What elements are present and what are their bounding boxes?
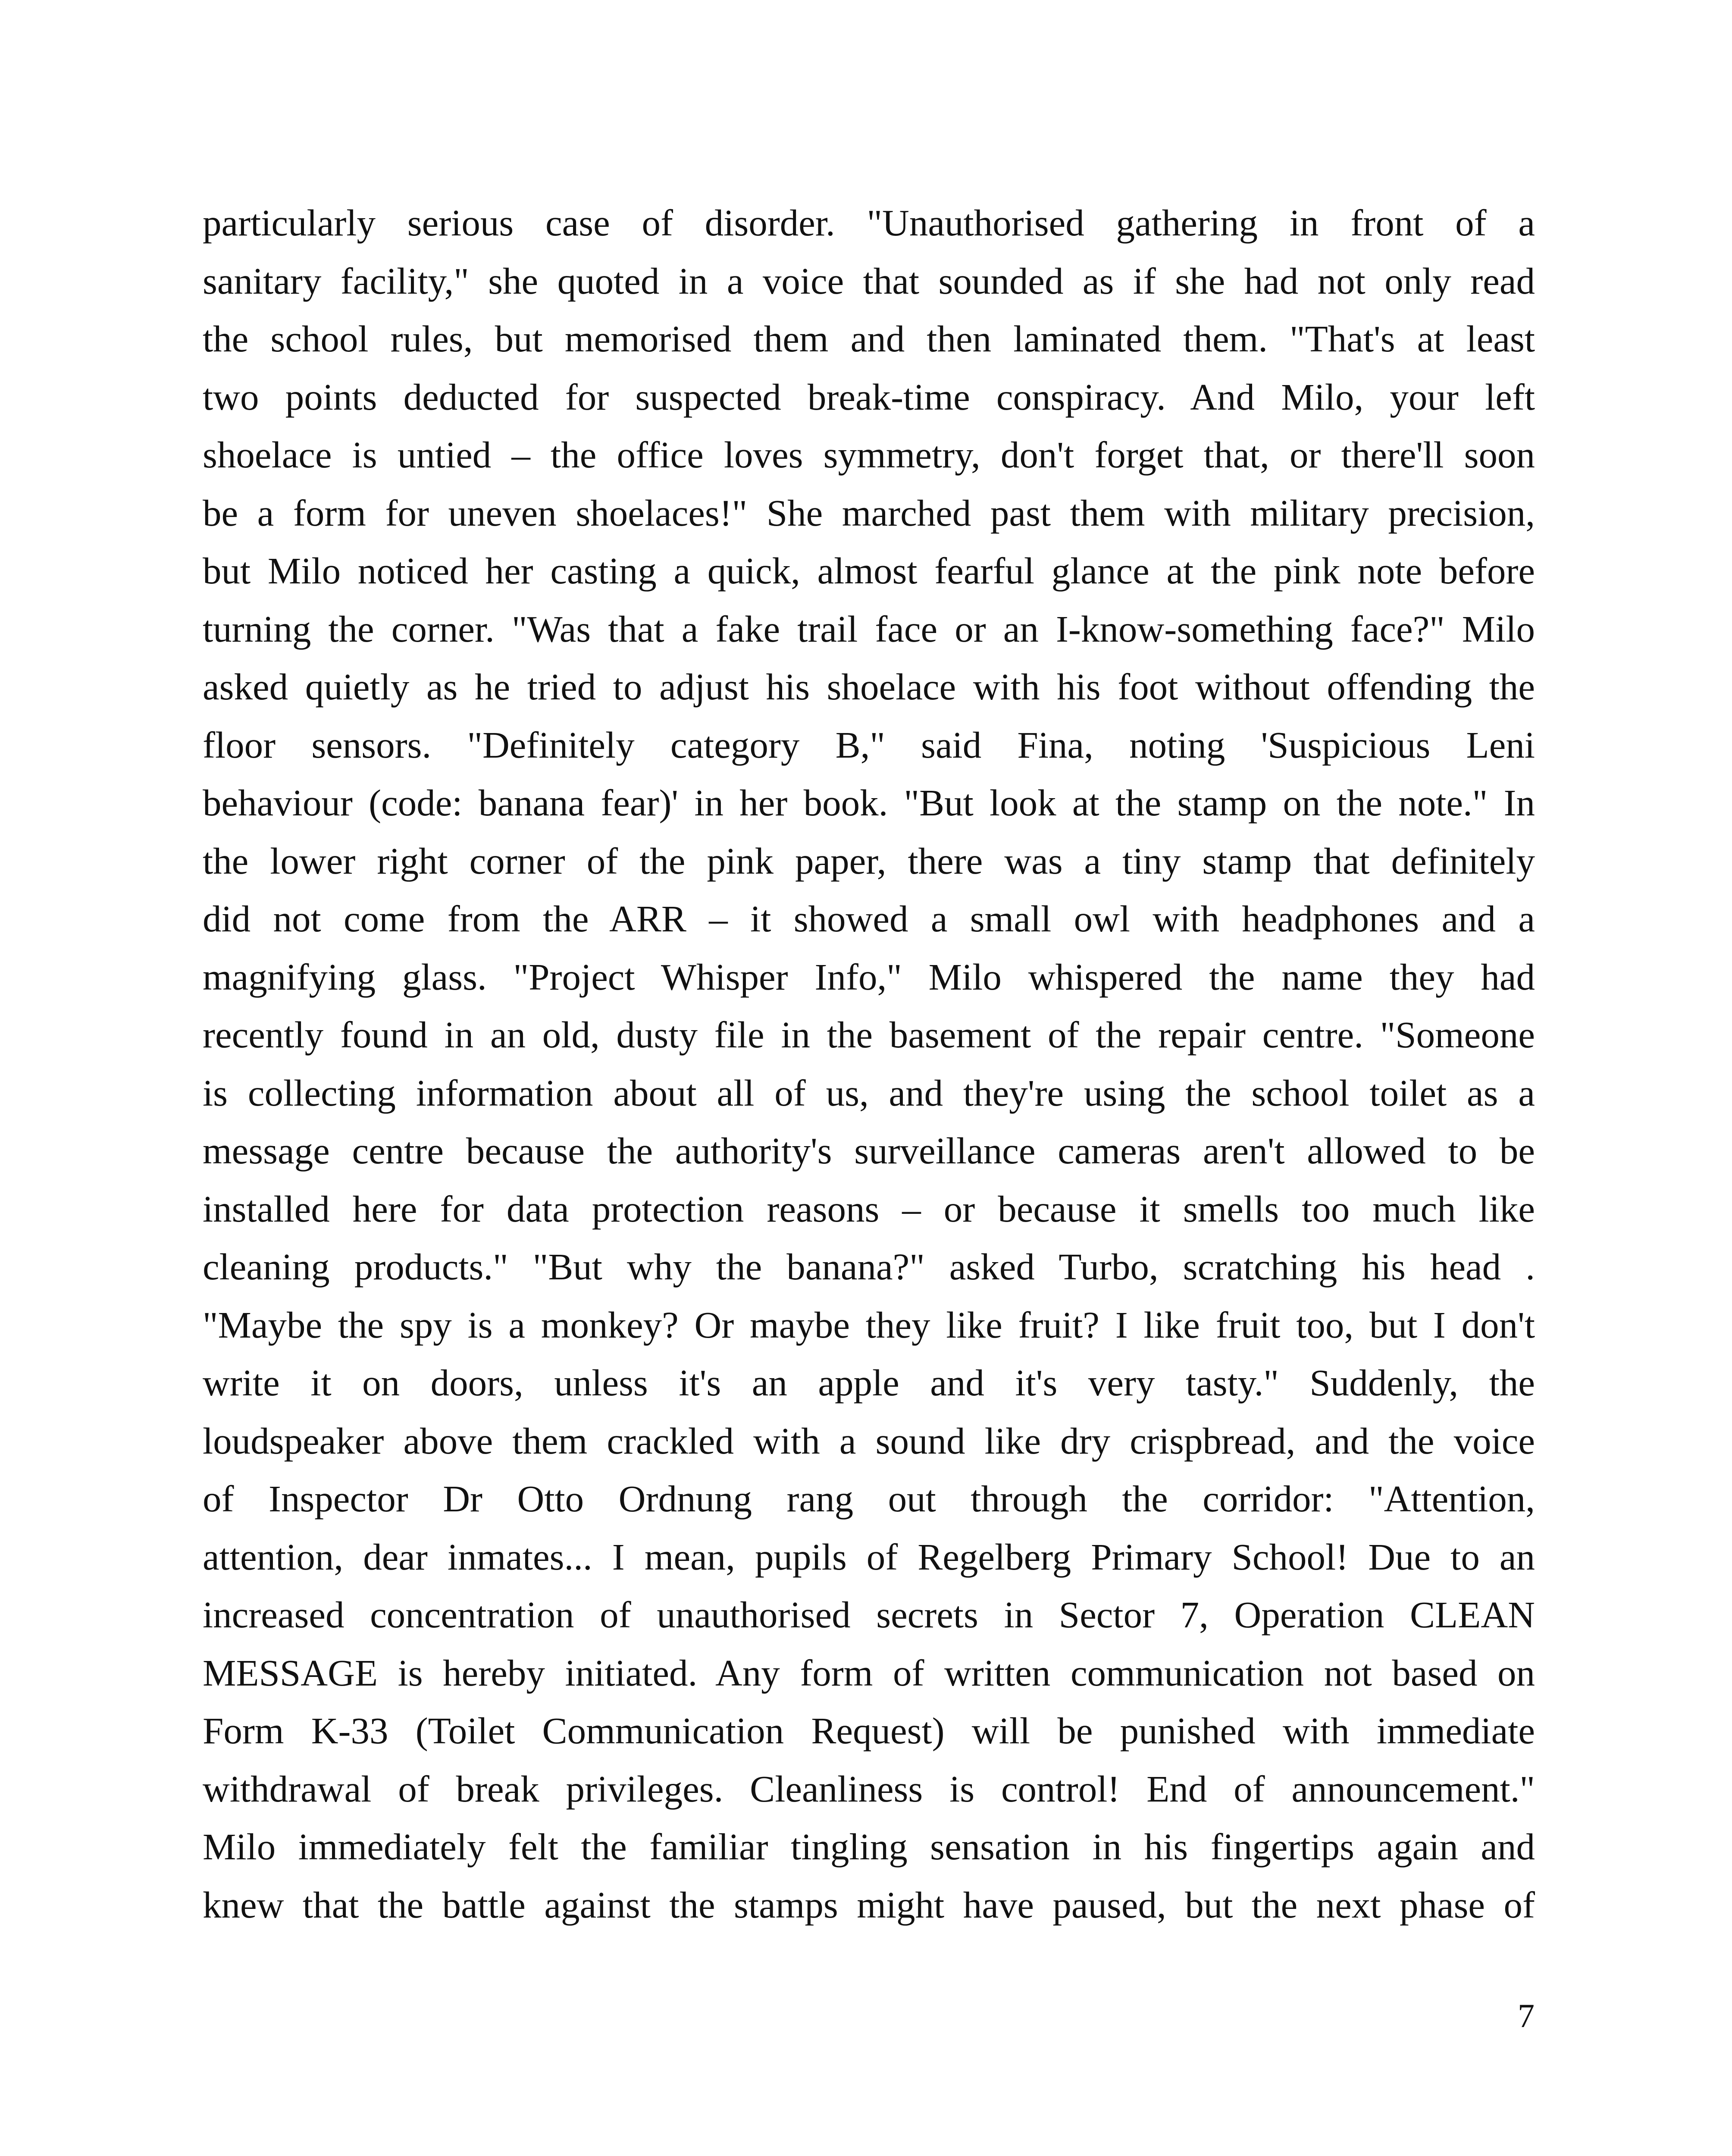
text-line: message centre because the authority's surveillance cameras aren't allowed to be	[203, 1130, 1535, 1172]
text-line: increased concentration of unauthorised secrets in Sector 7, Operation CLEAN	[203, 1594, 1535, 1636]
text-line: MESSAGE is hereby initiated. Any form of written communication not based on	[203, 1651, 1535, 1694]
body-text	[203, 194, 1535, 1934]
text-line: is collecting information about all of us, and they're using the school toilet as a	[203, 1072, 1535, 1114]
text-line: turning the corner. "Was that a fake trail face or an I-know-something face?" Milo	[203, 608, 1535, 650]
text-line: cleaning products." "But why the banana?" asked Turbo, scratching his head .	[203, 1246, 1535, 1288]
text-line: recently found in an old, dusty file in the basement of the repair centre. "Someone	[203, 1014, 1535, 1056]
text-line: Milo immediately felt the familiar tingling sensation in his fingertips again and	[203, 1826, 1535, 1868]
text-line: particularly serious case of disorder. "Unauthorised gathering in front of a	[203, 202, 1535, 244]
text-line: the school rules, but memorised them and then laminated them. "That's at least	[203, 318, 1535, 360]
text-line: attention, dear inmates... I mean, pupils of Regelberg Primary School! Due to an	[203, 1536, 1535, 1578]
text-line: of Inspector Dr Otto Ordnung rang out through the corridor: "Attention,	[203, 1478, 1535, 1520]
text-line: magnifying glass. "Project Whisper Info," Milo whispered the name they had	[203, 956, 1535, 998]
text-line: floor sensors. "Definitely category B," said Fina, noting 'Suspicious Leni	[203, 724, 1535, 766]
text-line: write it on doors, unless it's an apple and it's very tasty." Suddenly, the	[203, 1362, 1535, 1404]
text-line: knew that the battle against the stamps might have paused, but the next phase of	[203, 1883, 1535, 1926]
text-line: installed here for data protection reasons – or because it smells too much like	[203, 1188, 1535, 1230]
text-line: be a form for uneven shoelaces!" She marched past them with military precision,	[203, 492, 1535, 534]
text-line: asked quietly as he tried to adjust his shoelace with his foot without offending the	[203, 666, 1535, 708]
text-line: loudspeaker above them crackled with a sound like dry crispbread, and the voice	[203, 1420, 1535, 1462]
text-line: did not come from the ARR – it showed a small owl with headphones and a	[203, 898, 1535, 940]
text-line: the lower right corner of the pink paper, there was a tiny stamp that definitely	[203, 840, 1535, 882]
text-line: "Maybe the spy is a monkey? Or maybe they like fruit? I like fruit too, but I don't	[203, 1304, 1535, 1346]
text-line: sanitary facility," she quoted in a voice that sounded as if she had not only read	[203, 260, 1535, 302]
page-number: 7	[1518, 1997, 1535, 2034]
text-line: but Milo noticed her casting a quick, almost fearful glance at the pink note before	[203, 550, 1535, 592]
text-line: Form K-33 (Toilet Communication Request) will be punished with immediate	[203, 1710, 1535, 1752]
text-line: behaviour (code: banana fear)' in her book. "But look at the stamp on the note." In	[203, 782, 1535, 824]
text-line: shoelace is untied – the office loves symmetry, don't forget that, or there'll soon	[203, 434, 1535, 476]
text-line: two points deducted for suspected break-time conspiracy. And Milo, your left	[203, 376, 1535, 418]
text-line: withdrawal of break privileges. Cleanliness is control! End of announcement."	[203, 1767, 1535, 1810]
